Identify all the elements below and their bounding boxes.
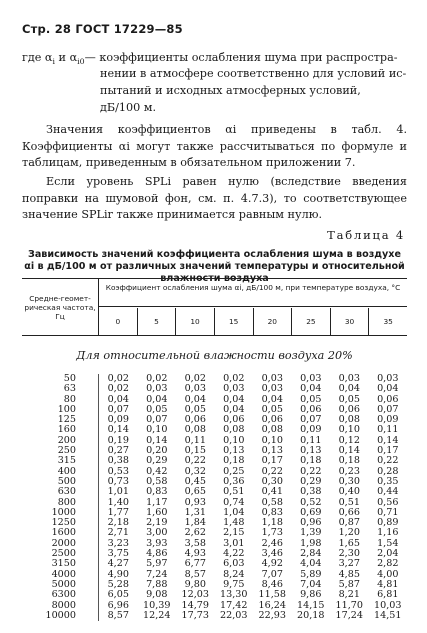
value-cell: 0,02 (184, 373, 206, 384)
value-cell: 14,51 (374, 609, 402, 621)
value-cell: 3,75 (98, 549, 138, 559)
frequency-cell: 200 (57, 434, 76, 446)
temperature-header-cell: 20 (254, 308, 293, 335)
value-cell: 10,03 (374, 599, 402, 611)
frequency-cell: 2500 (51, 548, 76, 560)
value-cell: 3,27 (338, 558, 360, 570)
value-cell: 4,00 (377, 568, 399, 580)
table-body (22, 374, 407, 621)
frequency-cell: 3150 (51, 558, 76, 570)
value-cell: 2,82 (377, 558, 399, 570)
value-cell: 0,04 (98, 395, 138, 405)
value-cell: 0,15 (184, 445, 206, 457)
value-cell: 2,04 (377, 548, 399, 560)
value-cell: 0,06 (223, 414, 245, 426)
value-cell: 1,16 (377, 527, 399, 539)
value-cell: 5,87 (338, 578, 360, 590)
value-cell: 0,17 (377, 445, 399, 457)
definition-line-4: дБ/100 м. (100, 101, 157, 114)
frequency-cell: 1250 (51, 517, 76, 529)
value-cell: 0,14 (338, 445, 360, 457)
frequency-cell: 8000 (51, 599, 76, 611)
value-cell: 4,27 (98, 559, 138, 569)
value-cell: 1,84 (184, 517, 206, 529)
value-cell: 0,30 (261, 475, 283, 487)
frequency-cell: 10000 (45, 609, 76, 621)
value-cell: 0,25 (223, 465, 245, 477)
value-cell: 7,07 (261, 568, 283, 580)
value-cell: 2,71 (98, 528, 138, 538)
value-cell: 0,56 (377, 496, 399, 508)
frequency-cell: 50 (63, 373, 76, 384)
value-cell: 14,79 (181, 599, 209, 611)
value-cell: 6,81 (377, 589, 399, 601)
value-cell: 0,27 (98, 446, 138, 456)
value-cell: 2,15 (223, 527, 245, 539)
value-cell: 12,24 (143, 609, 171, 621)
value-cell: 4,86 (146, 548, 168, 560)
value-cell: 0,07 (300, 414, 322, 426)
value-cell: 1,31 (184, 506, 206, 518)
value-cell: 1,77 (98, 508, 138, 518)
value-cell: 11,70 (335, 599, 363, 611)
value-cell: 4,04 (300, 558, 322, 570)
value-cell: 0,03 (261, 373, 283, 384)
temperature-header-cell: 0 (99, 308, 138, 335)
value-cell: 0,32 (184, 465, 206, 477)
value-cell: 0,06 (261, 414, 283, 426)
value-cell: 13,30 (220, 589, 248, 601)
value-cell: 0,02 (98, 384, 138, 394)
value-cell: 0,83 (146, 486, 168, 498)
definition-lead-mid: и α (55, 51, 78, 64)
value-cell: 0,05 (338, 393, 360, 405)
value-cell: 0,09 (300, 424, 322, 436)
value-cell: 0,10 (146, 424, 168, 436)
frequency-cell: 6300 (51, 589, 76, 601)
table-header (22, 278, 407, 336)
frequency-cell: 800 (57, 496, 76, 508)
value-cell: 0,10 (223, 434, 245, 446)
value-cell: 22,93 (258, 609, 286, 621)
value-cell: 1,39 (300, 527, 322, 539)
value-cell: 0,58 (146, 475, 168, 487)
value-cell: 0,03 (338, 373, 360, 384)
value-cell: 0,23 (338, 465, 360, 477)
value-cell: 6,03 (223, 558, 245, 570)
temperature-header-row (99, 308, 407, 335)
value-cell: 8,57 (184, 568, 206, 580)
value-cell: 5,89 (300, 568, 322, 580)
value-cell: 3,46 (261, 548, 283, 560)
value-cell: 0,44 (377, 486, 399, 498)
value-cell: 0,06 (300, 403, 322, 415)
value-cell: 0,22 (377, 455, 399, 467)
value-cell: 0,89 (377, 517, 399, 529)
frequency-cell: 160 (57, 424, 76, 436)
value-cell: 0,04 (261, 393, 283, 405)
frequency-column-header: Средне-геомет-рическая частота, Гц (22, 279, 99, 335)
value-cell: 0,04 (300, 383, 322, 395)
frequency-cell: 1600 (51, 527, 76, 539)
value-cell: 0,05 (146, 403, 168, 415)
value-cell: 8,24 (223, 568, 245, 580)
value-cell: 0,22 (300, 465, 322, 477)
table-title: Зависимость значений коэффициента ослабления шума в воздухе αi в дБ/100 м от различных значений температуры и относительной влажности воздуха (24, 249, 405, 284)
definition-lead-sub2: i0 (77, 57, 85, 67)
value-cell: 8,21 (338, 589, 360, 601)
value-cell: 1,17 (146, 496, 168, 508)
value-cell: 0,17 (261, 455, 283, 467)
table-row (22, 611, 407, 621)
value-cell: 0,42 (146, 465, 168, 477)
value-cell: 1,18 (261, 517, 283, 529)
value-cell: 0,87 (338, 517, 360, 529)
value-cell: 0,41 (261, 486, 283, 498)
value-cell: 0,09 (98, 415, 138, 425)
value-cell: 0,35 (377, 475, 399, 487)
frequency-cell: 125 (57, 414, 76, 426)
value-cell: 0,04 (146, 393, 168, 405)
paragraph-table-reference: Значения коэффициентов αi приведены в табл. 4. Коэффициенты αi могут также рассчитываться по формуле и таблицам, приведенным в обязательном приложении 7. (22, 123, 407, 170)
value-cell: 0,09 (377, 414, 399, 426)
value-cell: 0,14 (377, 434, 399, 446)
value-cell: 0,18 (338, 455, 360, 467)
value-cell: 0,53 (98, 467, 138, 477)
value-cell: 0,13 (261, 445, 283, 457)
value-cell: 7,88 (146, 578, 168, 590)
value-cell: 0,28 (377, 465, 399, 477)
value-cell: 0,03 (146, 383, 168, 395)
value-cell: 0,22 (261, 465, 283, 477)
value-cell: 9,80 (184, 578, 206, 590)
temperature-header-cell: 25 (292, 308, 331, 335)
value-cell: 0,83 (261, 506, 283, 518)
value-cell: 5,97 (146, 558, 168, 570)
definition-lead: где α (22, 51, 53, 64)
value-cell: 0,11 (184, 434, 206, 446)
value-cell: 17,73 (181, 609, 209, 621)
value-cell: 2,19 (146, 517, 168, 529)
value-cell: 9,08 (146, 589, 168, 601)
value-cell: 3,58 (184, 537, 206, 549)
frequency-cell: 63 (63, 383, 76, 395)
value-cell: 3,01 (223, 537, 245, 549)
value-cell: 1,98 (300, 537, 322, 549)
value-cell: 17,42 (220, 599, 248, 611)
table-number: Таблица 4 (327, 228, 405, 242)
value-cell: 11,58 (258, 589, 286, 601)
frequency-cell: 5000 (51, 578, 76, 590)
value-cell: 1,40 (98, 498, 138, 508)
definition-line-3: пытаний и исходных атмосферных условий, (100, 84, 361, 97)
value-cell: 14,15 (297, 599, 325, 611)
value-cell: 0,02 (98, 374, 138, 384)
value-cell: 4,22 (223, 548, 245, 560)
value-cell: 0,73 (98, 477, 138, 487)
value-cell: 0,13 (223, 445, 245, 457)
value-cell: 3,93 (146, 537, 168, 549)
value-cell: 0,11 (377, 424, 399, 436)
value-cell: 0,08 (261, 424, 283, 436)
value-cell: 0,45 (184, 475, 206, 487)
page-header: Стр. 28 ГОСТ 17229—85 (22, 22, 183, 36)
value-cell: 0,02 (223, 373, 245, 384)
value-cell: 7,24 (146, 568, 168, 580)
value-cell: 16,24 (258, 599, 286, 611)
value-cell: 0,66 (338, 506, 360, 518)
value-cell: 1,73 (261, 527, 283, 539)
value-cell: 3,23 (98, 539, 138, 549)
value-cell: 0,02 (146, 373, 168, 384)
value-cell: 0,40 (338, 486, 360, 498)
value-cell: 20,18 (297, 609, 325, 621)
value-cell: 0,04 (184, 393, 206, 405)
value-cell: 0,03 (300, 373, 322, 384)
frequency-cell: 400 (57, 465, 76, 477)
paragraph-zero-level: Если уровень SPLi равен нулю (вследствие введения поправки на шумовой фон, см. п. 4.7.3), то соответствующее значение SPLir также принимается равным нулю. (22, 175, 407, 222)
temperature-header-cell: 35 (383, 317, 393, 326)
temperature-header-cell: 30 (331, 308, 370, 335)
value-cell: 0,07 (146, 414, 168, 426)
value-cell: 0,06 (377, 393, 399, 405)
value-cell: 4,90 (98, 570, 138, 580)
definition-line-2: нении в атмосфере соответственно для условий ис- (100, 67, 407, 80)
value-cell: 1,20 (338, 527, 360, 539)
definition-lead-sub: i (52, 57, 55, 67)
value-cell: 0,08 (184, 424, 206, 436)
table-row (22, 590, 407, 600)
frequency-cell: 1000 (51, 506, 76, 518)
temperature-header-cell: 10 (176, 308, 215, 335)
temperature-header-cell: 5 (138, 308, 177, 335)
value-cell: 0,08 (338, 414, 360, 426)
value-cell: 0,05 (184, 403, 206, 415)
frequency-cell: 630 (57, 486, 76, 498)
value-cell: 0,58 (261, 496, 283, 508)
value-cell: 0,29 (300, 475, 322, 487)
value-cell: 2,30 (338, 548, 360, 560)
value-cell: 10,39 (143, 599, 171, 611)
value-cell: 0,38 (98, 456, 138, 466)
frequency-cell: 4000 (51, 568, 76, 580)
value-cell: 8,46 (261, 578, 283, 590)
value-cell: 0,04 (223, 393, 245, 405)
value-cell: 4,81 (377, 578, 399, 590)
value-cell: 0,30 (338, 475, 360, 487)
value-cell: 0,71 (377, 506, 399, 518)
value-cell: 1,54 (377, 537, 399, 549)
value-cell: 0,05 (261, 403, 283, 415)
value-cell: 0,93 (184, 496, 206, 508)
value-cell: 3,00 (146, 527, 168, 539)
value-cell: 0,22 (184, 455, 206, 467)
value-cell: 9,86 (300, 589, 322, 601)
value-cell: 2,18 (98, 518, 138, 528)
value-cell: 0,06 (338, 403, 360, 415)
value-cell: 0,36 (223, 475, 245, 487)
value-cell: 6,05 (98, 590, 138, 600)
value-cell: 0,65 (184, 486, 206, 498)
value-cell: 4,92 (261, 558, 283, 570)
value-cell: 0,38 (300, 486, 322, 498)
value-cell: 8,57 (98, 611, 138, 621)
value-cell: 6,96 (98, 601, 138, 611)
value-cell: 0,18 (223, 455, 245, 467)
frequency-cell: 500 (57, 475, 76, 487)
frequency-cell: 315 (57, 455, 76, 467)
value-cell: 7,04 (300, 578, 322, 590)
value-cell: 1,65 (338, 537, 360, 549)
value-cell: 2,62 (184, 527, 206, 539)
value-cell: 0,19 (98, 436, 138, 446)
value-cell: 4,93 (184, 548, 206, 560)
temperature-header-cell: 15 (215, 308, 254, 335)
value-cell: 12,03 (181, 589, 209, 601)
value-cell: 0,10 (338, 424, 360, 436)
value-cell: 0,07 (377, 403, 399, 415)
value-cell: 2,46 (261, 537, 283, 549)
value-cell: 0,96 (300, 517, 322, 529)
value-cell: 0,74 (223, 496, 245, 508)
value-cell: 0,03 (377, 373, 399, 384)
value-cell: 0,03 (261, 383, 283, 395)
value-cell: 0,03 (184, 383, 206, 395)
value-cell: 1,01 (98, 487, 138, 497)
value-cell: 0,69 (300, 506, 322, 518)
frequency-cell: 80 (63, 393, 76, 405)
value-cell: 5,28 (98, 580, 138, 590)
value-cell: 2,84 (300, 548, 322, 560)
value-cell: 0,12 (338, 434, 360, 446)
frequency-cell: 250 (57, 445, 76, 457)
frequency-cell: 100 (57, 403, 76, 415)
coefficient-column-header: Коэффициент ослабления шума αi, дБ/100 м, при температуре воздуха, °С (99, 279, 407, 307)
value-cell: 0,14 (98, 425, 138, 435)
value-cell: 0,04 (377, 383, 399, 395)
value-cell: 17,24 (335, 609, 363, 621)
value-cell: 0,10 (261, 434, 283, 446)
value-cell: 0,04 (223, 403, 245, 415)
value-cell: 0,51 (223, 486, 245, 498)
value-cell: 1,60 (146, 506, 168, 518)
value-cell: 0,14 (146, 434, 168, 446)
value-cell: 0,13 (300, 445, 322, 457)
value-cell: 4,85 (338, 568, 360, 580)
value-cell: 0,11 (300, 434, 322, 446)
value-cell: 0,18 (300, 455, 322, 467)
value-cell: 0,29 (146, 455, 168, 467)
value-cell: 0,20 (146, 445, 168, 457)
value-cell: 6,77 (184, 558, 206, 570)
value-cell: 0,08 (223, 424, 245, 436)
definition-text-1: — коэффициенты ослабления шума при распростра- (84, 51, 398, 64)
value-cell: 0,07 (98, 405, 138, 415)
value-cell: 9,75 (223, 578, 245, 590)
frequency-cell: 2000 (51, 537, 76, 549)
value-cell: 1,04 (223, 506, 245, 518)
value-cell: 0,05 (300, 393, 322, 405)
value-cell: 1,48 (223, 517, 245, 529)
value-cell: 22,03 (220, 609, 248, 621)
value-cell: 0,04 (338, 383, 360, 395)
humidity-subheading: Для относительной влажности воздуха 20% (76, 349, 353, 362)
value-cell: 0,06 (184, 414, 206, 426)
value-cell: 0,03 (223, 383, 245, 395)
value-cell: 0,51 (338, 496, 360, 508)
value-cell: 0,52 (300, 496, 322, 508)
